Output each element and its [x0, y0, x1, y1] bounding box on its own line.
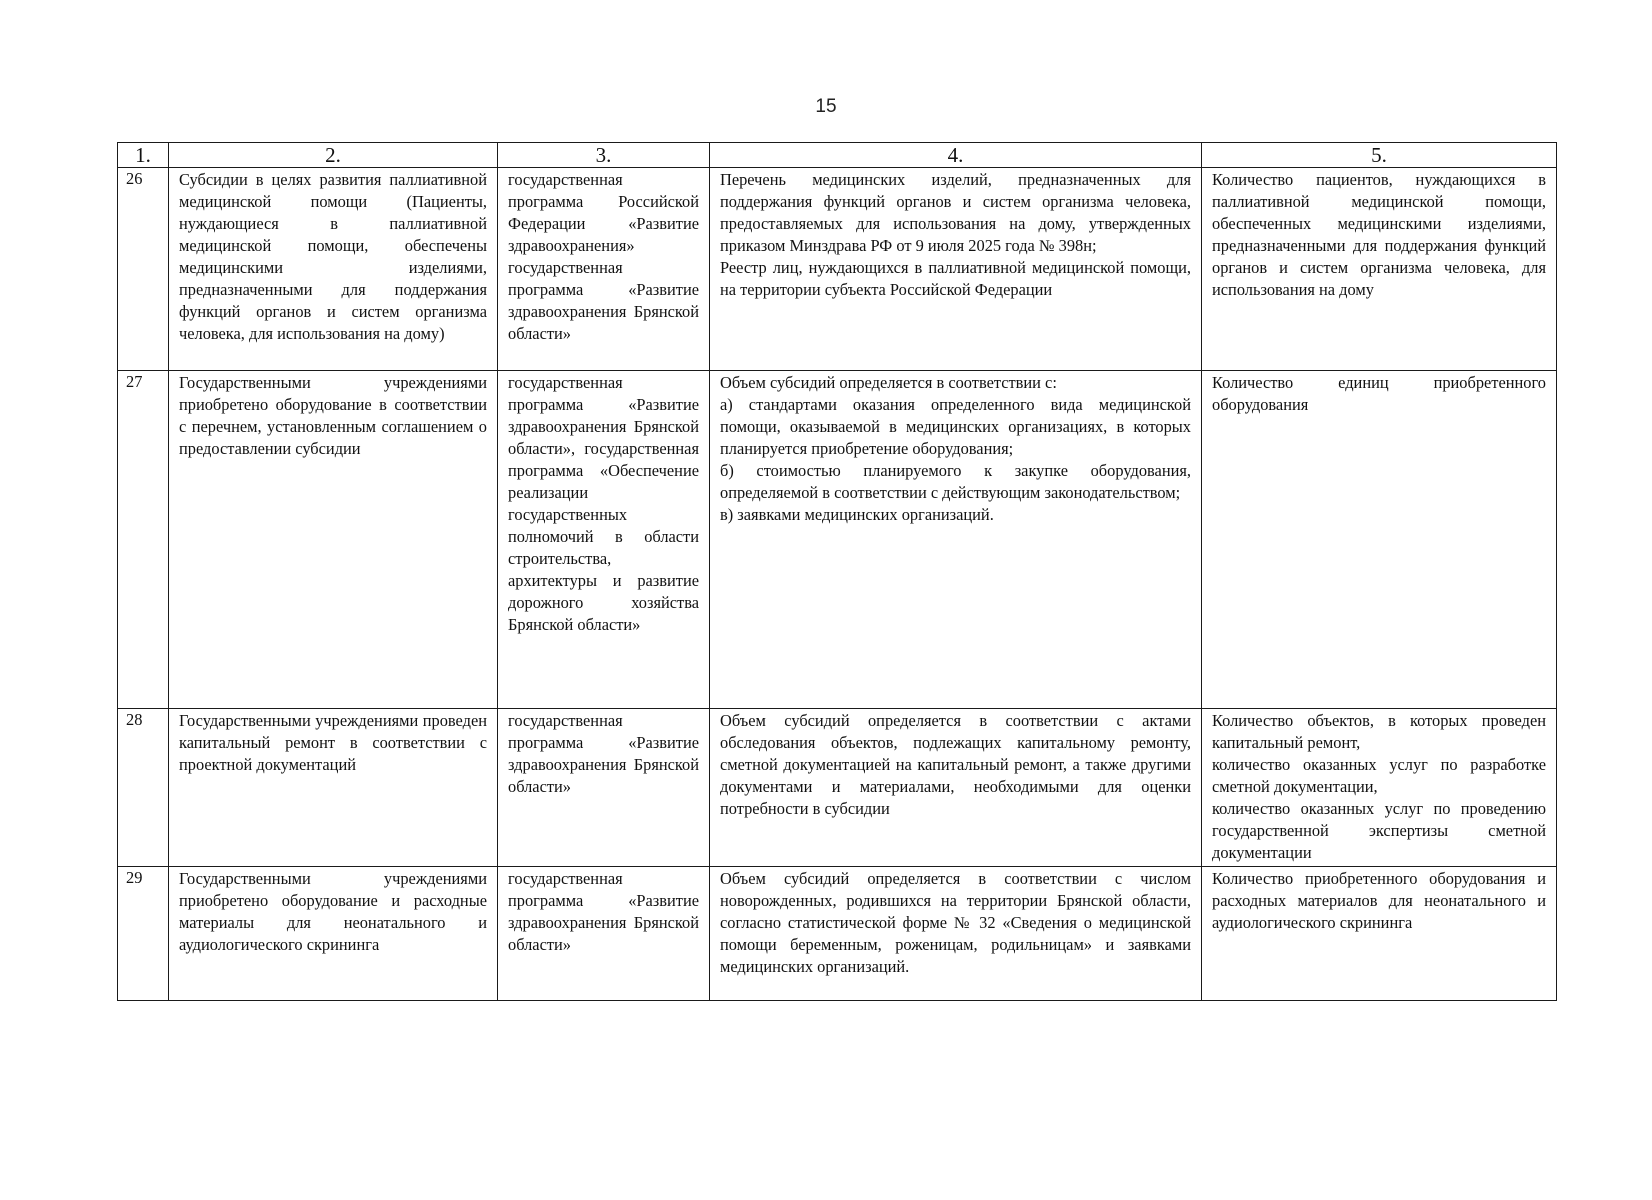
page-number: 15 [815, 96, 837, 117]
table-row [118, 709, 1557, 867]
calculation-basis-paragraph: Перечень медицинских изделий, предназначенных для поддержания функций органов и систем организма человека, предоставляемых для использования на дому, утвержденных приказом Минздрава РФ от 9 июля 2025 года № 398н; [720, 170, 1191, 255]
calculation-basis-paragraph: а) стандартами оказания определенного вида медицинской помощи, оказываемой в медицинских организациях, в которых планируется приобретение оборудования; [720, 395, 1191, 458]
indicator [1202, 709, 1557, 867]
indicator-paragraph: количество оказанных услуг по проведению государственной экспертизы сметной документации [1212, 799, 1546, 862]
header-row [118, 143, 1557, 168]
row-number: 26 [118, 168, 169, 371]
program-name: государственная программа Российской Федерации «Развитие здравоохранения» государственная программа «Развитие здравоохранения Брянской области» [498, 168, 710, 371]
table-row [118, 867, 1557, 1001]
calculation-basis: Объем субсидий определяется в соответствии с актами обследования объектов, подлежащих капитальному ремонту, сметной документацией на капитальный ремонт, а также другими документами и материалами, необходимыми для оценки потребности в субсидии [710, 709, 1202, 867]
calculation-basis-paragraph: Объем субсидий определяется в соответствии с: [720, 373, 1057, 392]
document-table [117, 142, 1557, 1001]
measure-description: Государственными учреждениями приобретено оборудование в соответствии с перечнем, установленным соглашением о предоставлении субсидии [169, 371, 498, 709]
header-col-3: 3. [498, 143, 710, 168]
indicator: Количество пациентов, нуждающихся в паллиативной медицинской помощи, обеспеченных медицинскими изделиями, предназначенными для поддержания функций органов и систем организма человека, для использования на дому [1202, 168, 1557, 371]
table-row [118, 168, 1557, 371]
measure-description: Государственными учреждениями приобретено оборудование и расходные материалы для неонатального и аудиологического скрининга [169, 867, 498, 1001]
calculation-basis [710, 371, 1202, 709]
program-name: государственная программа «Развитие здравоохранения Брянской области» [498, 867, 710, 1001]
calculation-basis-paragraph: Реестр лиц, нуждающихся в паллиативной медицинской помощи, на территории субъекта Российской Федерации [720, 258, 1191, 299]
header-col-4: 4. [710, 143, 1202, 168]
indicator: Количество приобретенного оборудования и расходных материалов для неонатального и аудиологического скрининга [1202, 867, 1557, 1001]
calculation-basis-paragraph: в) заявками медицинских организаций. [720, 505, 994, 524]
indicator: Количество единиц приобретенного оборудования [1202, 371, 1557, 709]
measure-description: Субсидии в целях развития паллиативной медицинской помощи (Пациенты, нуждающиеся в паллиативной медицинской помощи, обеспечены медицинскими изделиями, предназначенными для поддержания функций органов и систем организма человека, для использования на дому) [169, 168, 498, 371]
row-number: 29 [118, 867, 169, 1001]
table-row [118, 371, 1557, 709]
program-name: государственная программа «Развитие здравоохранения Брянской области» [498, 709, 710, 867]
indicator-paragraph: Количество объектов, в которых проведен капитальный ремонт, [1212, 711, 1546, 752]
row-number: 27 [118, 371, 169, 709]
row-number: 28 [118, 709, 169, 867]
header-col-5: 5. [1202, 143, 1557, 168]
indicator-paragraph: количество оказанных услуг по разработке сметной документации, [1212, 755, 1546, 796]
measure-description: Государственными учреждениями проведен капитальный ремонт в соответствии с проектной документаций [169, 709, 498, 867]
calculation-basis: Объем субсидий определяется в соответствии с числом новорожденных, родившихся на территории Брянской области, согласно статистической форме № 32 «Сведения о медицинской помощи беременным, роженицам, родильницам» и заявками медицинских организаций. [710, 867, 1202, 1001]
calculation-basis-paragraph: б) стоимостью планируемого к закупке оборудования, определяемой в соответствии с действующим законодательством; [720, 461, 1191, 502]
program-name: государственная программа «Развитие здравоохранения Брянской области», государственная программа «Обеспечение реализации государственных полномочий в области строительства, архитектуры и развитие дорожного хозяйства Брянской области» [498, 371, 710, 709]
calculation-basis [710, 168, 1202, 371]
header-col-1: 1. [118, 143, 169, 168]
header-col-2: 2. [169, 143, 498, 168]
